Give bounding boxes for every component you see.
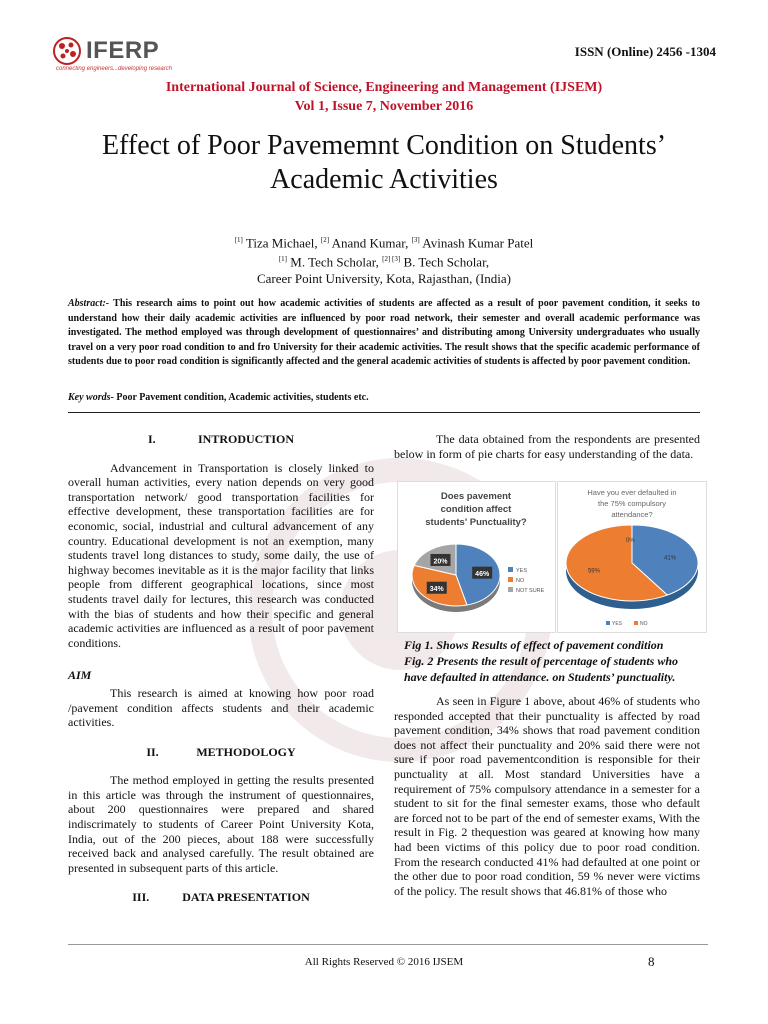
role-ref: [2] [3] [382, 255, 401, 264]
data-label: 20% [433, 558, 448, 566]
figure-1-caption: Fig 1. Shows Results of effect of pavement condition [404, 638, 664, 652]
legend-swatch [508, 587, 513, 592]
author-roles [0, 251, 768, 270]
abstract-label: Abstract:- [68, 298, 110, 309]
section-title: METHODOLOGY [196, 744, 296, 759]
data-intro-paragraph [394, 432, 700, 461]
issn: ISSN (Online) 2456 -1304 [574, 44, 716, 59]
pie-chart-1 [398, 482, 555, 632]
keywords-text: - Poor Pavement condition, Academic activities, students etc. [110, 392, 369, 403]
figure-captions [404, 637, 704, 685]
abstract [68, 297, 700, 370]
legend-swatch [508, 567, 513, 572]
author-name: Tiza Michael, [242, 235, 321, 251]
legend-label: NO [640, 621, 648, 627]
chart-title-line: attendance? [611, 510, 653, 519]
figure-2-chart [557, 481, 707, 633]
figure-2-caption: Fig. 2 Presents the result of percentage of students who have defaulted in attendance. on Students’ punctuality. [404, 654, 679, 684]
author-names [0, 232, 768, 251]
paper-title [60, 129, 708, 197]
title-line-2: Academic Activities [270, 164, 498, 195]
data-intro-text: The data obtained from the respondents are presented below in form of pie charts for easy understanding of the data. [394, 432, 700, 461]
keywords [68, 392, 700, 403]
discussion-paragraph [394, 694, 700, 898]
aim-paragraph: This research is aimed at knowing how poor road /pavement condition affects students and their academic activities. [68, 685, 374, 730]
data-label: 0% [626, 538, 635, 544]
chart-title-line: Have you ever defaulted in [587, 488, 677, 497]
section-3-heading [68, 890, 374, 905]
legend-swatch [606, 621, 610, 625]
section-title: DATA PRESENTATION [182, 890, 310, 905]
section-number: I. [147, 432, 156, 446]
legend-swatch [508, 577, 513, 582]
author-ref: [2] [320, 236, 330, 244]
chart-title-line: Does pavement [440, 491, 512, 502]
footer-copyright: All Rights Reserved © 2016 IJSEM [304, 956, 464, 968]
author-name: Anand Kumar, [329, 235, 412, 251]
section-number: II. [146, 744, 159, 759]
data-label: 34% [429, 586, 444, 594]
role-name: M. Tech Scholar, [287, 254, 383, 270]
chart-title-line: students' Punctuality? [425, 517, 527, 528]
data-label: 41% [664, 555, 677, 562]
left-column [68, 432, 374, 905]
abstract-text: This research aims to point out how academic activities of students are affected as a result of poor pavement condition, it seeks to understand how their daily academic activities are influenced by poor road network, their semester and overall academic performance was investigated. The method employed was through development of questionnaires’ and distributing among University undergraduates who usually travel on a very poor road condition to and fro University for their academic activities. The result shows that the specific academic performance of students due to poor road condition is significantly affected and the general academic activities of students is affected by poor pavement condition. [68, 298, 700, 367]
journal-volume: Vol 1, Issue 7, November 2016 [294, 99, 474, 114]
pie-chart-2 [558, 482, 706, 632]
logo-text: IFERP [86, 37, 160, 64]
section-1-heading [68, 432, 374, 447]
legend-label: YES [612, 621, 623, 627]
author-ref: [3] [411, 236, 420, 244]
intro-paragraph: Advancement in Transportation is closely linked to overall human activities, every nation depends on very good transportation network/ good transportation facilities for effective development, these transportation facilities are for economic, social, industrial and cultural advancement of any country. Educational development is not an exemption, many students travel long distances to study, some daily, the use of highway becomes inevitable as it is the major facility that links people from different geographical locations, since most students travel daily for lectures, this research was conducted with the bias of students and how their specific and general academic activities are influenced as a result of poor pavement conditions. [68, 460, 374, 650]
legend-label: NO [516, 578, 525, 584]
journal-name: International Journal of Science, Engineering and Management (IJSEM) [165, 80, 603, 95]
logo-tagline: connecting engineers...developing research [56, 66, 173, 72]
aim-label: AIM [68, 668, 92, 683]
chart-title-line: condition affect [440, 504, 512, 515]
divider [68, 412, 700, 413]
section-number: III. [132, 890, 150, 905]
data-label: 46% [475, 571, 490, 579]
discussion-text: As seen in Figure 1 above, about 46% of students who responded accepted that their punctuality is affected by road pavement condition, 34% shows that road pavement condition does not affect their punctuality and 20% said there were not sure if poor road pavementcondition is responsible for their punctuality at all. Most standard Universities have a requirement of 75% compulsory attendance in a semester for a student to sit for the final semester exams, those who default are forced not to be part of the end of semester exams, With the result in Fig. 2 thequestion was geared at knowing how many had been victims of this policy due to poor road condition. From the research conducted 41% had defaulted at one point or the other due to poor road condition, 59 % never were victims of the policy. The result shows that 46.81% of those who [394, 694, 700, 898]
method-paragraph: The method employed in getting the results presented in this article was through the instrument of questionnaires, about 200 questionnaires were prepared and shared indiscrimately to students of Career Point University Kota, India, out of the 200 pieces, about 188 were successfully received back and analysed carefully. The result obtained are presented in subsequent parts of this article. [68, 773, 374, 875]
keywords-label: Key words [68, 392, 111, 403]
chart-title-line: the 75% compulsory [598, 499, 666, 508]
section-2-heading [68, 745, 374, 760]
footer-divider [68, 944, 708, 945]
data-label: 59% [587, 568, 600, 575]
section-title: INTRODUCTION [197, 432, 294, 446]
publisher-logo [52, 36, 159, 66]
role-name: B. Tech Scholar, [400, 254, 490, 270]
logo-globe-icon [52, 36, 82, 66]
figure-1-chart [397, 481, 556, 633]
role-ref: [1] [278, 255, 288, 264]
legend-swatch [634, 621, 638, 625]
legend-label: NOT SURE [516, 588, 545, 594]
affiliation: Career Point University, Kota, Rajasthan, (India) [256, 270, 512, 286]
title-line-1: Effect of Poor Pavememnt Condition on Students’ [101, 130, 667, 161]
page-number: 8 [648, 954, 655, 969]
legend-label: YES [516, 568, 528, 574]
author-name: Avinash Kumar Patel [419, 235, 534, 251]
author-block [0, 232, 768, 287]
author-ref: [1] [234, 236, 243, 244]
